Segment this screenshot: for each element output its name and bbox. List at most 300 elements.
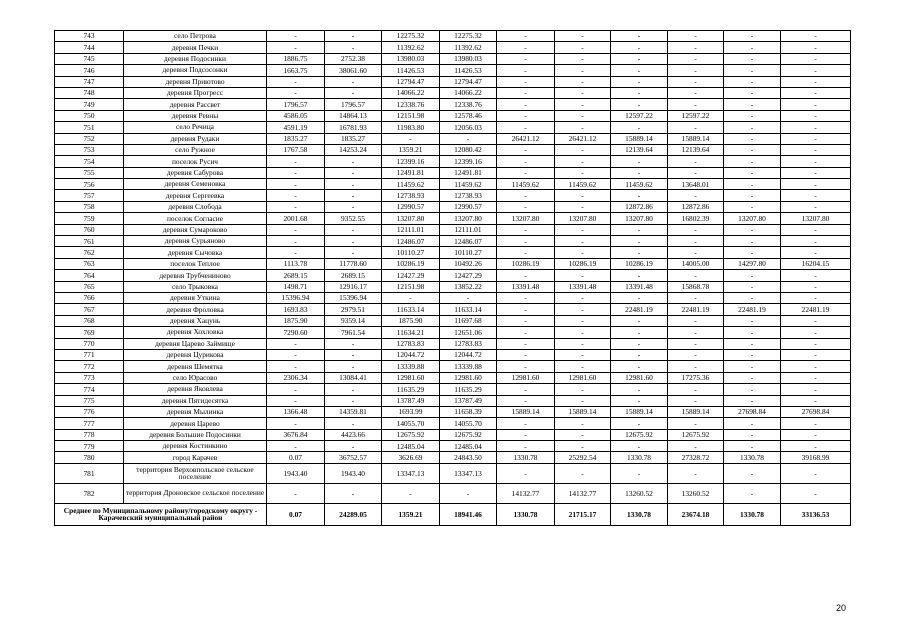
value-cell: - [555,361,611,372]
table-row [55,270,851,281]
value-cell: 10110.27 [440,247,497,258]
settlement-name-cell: деревня Костинкино [124,441,267,452]
value-cell: - [325,156,382,167]
value-cell: - [267,201,325,212]
value-cell: 2306.34 [267,372,325,383]
value-cell: 13852.22 [440,281,497,292]
table-row [55,281,851,292]
table-row [55,76,851,87]
value-cell: - [497,76,555,87]
value-cell: 14297.80 [724,258,781,269]
value-cell: 12578.46 [440,110,497,121]
value-cell: 38061.60 [325,65,382,76]
value-cell: - [781,133,851,144]
value-cell: - [781,42,851,53]
value-cell: 11778.60 [325,258,382,269]
value-cell: - [497,42,555,53]
value-cell: 12275.32 [382,31,440,42]
value-cell: 13648.01 [668,179,724,190]
value-cell: - [724,247,781,258]
tariff-table [54,30,851,526]
value-cell: 12427.29 [440,270,497,281]
value-cell: 12981.60 [611,372,668,383]
value-cell: - [611,361,668,372]
row-number-cell: 769 [55,327,124,338]
value-cell: - [668,270,724,281]
value-cell: 22481.19 [668,304,724,315]
value-cell: 10286.19 [611,258,668,269]
settlement-name-cell: село Ружное [124,144,267,155]
row-number-cell: 763 [55,258,124,269]
value-cell: 11459.62 [611,179,668,190]
value-cell: 15889.14 [497,406,555,417]
value-cell: - [781,338,851,349]
settlement-name-cell: поселок Теплое [124,258,267,269]
value-cell: - [497,167,555,178]
value-cell: 13339.88 [440,361,497,372]
table-row [55,224,851,235]
value-cell: - [781,99,851,110]
value-cell: - [611,224,668,235]
value-cell: 1330.78 [611,452,668,463]
table-row [55,304,851,315]
row-number-cell: 755 [55,167,124,178]
value-cell: 11459.62 [440,179,497,190]
value-cell: 9359.14 [325,315,382,326]
summary-value-cell: 1330.78 [724,503,781,525]
value-cell: - [668,53,724,64]
value-cell: - [781,361,851,372]
summary-value-cell: 21715.17 [555,503,611,525]
row-number-cell: 776 [55,406,124,417]
value-cell: 1767.58 [267,144,325,155]
value-cell: - [668,338,724,349]
value-cell: 26421.12 [497,133,555,144]
value-cell: 10492.26 [440,258,497,269]
row-number-cell: 762 [55,247,124,258]
value-cell: 1113.78 [267,258,325,269]
value-cell: - [668,441,724,452]
value-cell: - [497,247,555,258]
settlement-name-cell: деревня Хохловка [124,327,267,338]
value-cell: 10286.19 [555,258,611,269]
table-row [55,338,851,349]
value-cell: - [724,270,781,281]
value-cell: - [724,65,781,76]
value-cell: 13339.88 [382,361,440,372]
value-cell: 12044.72 [382,349,440,360]
value-cell: - [781,441,851,452]
value-cell: - [781,236,851,247]
value-cell: 1835.27 [267,133,325,144]
value-cell: 10286.19 [382,258,440,269]
value-cell: - [781,281,851,292]
value-cell: 14132.77 [497,483,555,503]
value-cell: - [724,327,781,338]
settlement-name-cell: село Петрова [124,31,267,42]
value-cell: 12597.22 [668,110,724,121]
table-row [55,190,851,201]
value-cell: 13084.41 [325,372,382,383]
value-cell: - [497,190,555,201]
value-cell: 12990.57 [382,201,440,212]
row-number-cell: 774 [55,384,124,395]
table-row [55,247,851,258]
table-row [55,384,851,395]
value-cell: - [668,42,724,53]
settlement-name-cell: деревня Подсосонки [124,65,267,76]
value-cell: 14055.70 [440,418,497,429]
value-cell: 12794.47 [440,76,497,87]
value-cell: 12872.86 [668,201,724,212]
value-cell: 12783.83 [440,338,497,349]
value-cell: - [668,395,724,406]
settlement-name-cell: территория Верховпольское сельское поселение [124,463,267,483]
summary-value-cell: 23674.18 [668,503,724,525]
value-cell: 13391.48 [497,281,555,292]
value-cell: 13787.49 [440,395,497,406]
value-cell: - [611,122,668,133]
value-cell: - [668,418,724,429]
row-number-cell: 756 [55,179,124,190]
value-cell: - [724,361,781,372]
value-cell: 11633.14 [382,304,440,315]
value-cell: - [668,463,724,483]
table-row [55,315,851,326]
row-number-cell: 759 [55,213,124,224]
settlement-name-cell: деревня Цурикова [124,349,267,360]
value-cell: - [497,315,555,326]
value-cell: 14066.22 [440,87,497,98]
value-cell: - [781,122,851,133]
value-cell: - [668,327,724,338]
value-cell: - [325,338,382,349]
value-cell: 10110.27 [382,247,440,258]
value-cell: - [325,361,382,372]
value-cell: 1796.57 [325,99,382,110]
value-cell: - [668,122,724,133]
value-cell: - [267,236,325,247]
value-cell: 12981.60 [382,372,440,383]
value-cell: - [724,349,781,360]
value-cell: - [497,327,555,338]
settlement-name-cell: село Речица [124,122,267,133]
summary-value-cell: 1330.78 [611,503,668,525]
value-cell: 13207.80 [382,213,440,224]
value-cell: - [497,338,555,349]
settlement-name-cell: деревня Сумароково [124,224,267,235]
value-cell: - [555,395,611,406]
value-cell: - [668,384,724,395]
value-cell: - [555,87,611,98]
value-cell: 2689.15 [325,270,382,281]
value-cell: - [724,372,781,383]
value-cell: - [325,179,382,190]
value-cell: - [497,361,555,372]
value-cell: - [724,42,781,53]
value-cell: 7961.54 [325,327,382,338]
value-cell: - [781,144,851,155]
value-cell: - [267,190,325,201]
value-cell: - [724,167,781,178]
value-cell: 15889.14 [668,406,724,417]
value-cell: - [668,65,724,76]
table-row [55,31,851,42]
value-cell: 13347.13 [440,463,497,483]
row-number-cell: 779 [55,441,124,452]
row-number-cell: 760 [55,224,124,235]
row-number-cell: 753 [55,144,124,155]
value-cell: - [781,247,851,258]
value-cell: 15396.94 [325,292,382,303]
value-cell: - [325,395,382,406]
value-cell: - [668,76,724,87]
value-cell: - [497,236,555,247]
value-cell: - [611,338,668,349]
row-number-cell: 768 [55,315,124,326]
value-cell: - [724,441,781,452]
value-cell: - [781,190,851,201]
value-cell: - [382,133,440,144]
value-cell: 13207.80 [724,213,781,224]
value-cell: - [724,463,781,483]
value-cell: 12151.98 [382,281,440,292]
value-cell: 12491.81 [382,167,440,178]
value-cell: - [724,236,781,247]
value-cell: - [497,349,555,360]
value-cell: 1875.90 [382,315,440,326]
settlement-name-cell: село Юрасово [124,372,267,383]
value-cell: - [724,384,781,395]
value-cell: 13787.49 [382,395,440,406]
value-cell: 13980.03 [382,53,440,64]
value-cell: 17275.36 [668,372,724,383]
row-number-cell: 765 [55,281,124,292]
value-cell: - [555,292,611,303]
summary-value-cell: 0.07 [267,503,325,525]
value-cell: - [267,42,325,53]
value-cell: 1330.78 [724,452,781,463]
settlement-name-cell: деревня Слобода [124,201,267,212]
value-cell: 27328.72 [668,452,724,463]
table-row [55,213,851,224]
value-cell: 15396.94 [267,292,325,303]
value-cell: - [267,418,325,429]
value-cell: 12151.98 [382,110,440,121]
value-cell: 15889.14 [611,406,668,417]
value-cell: 12486.07 [382,236,440,247]
value-cell: - [267,31,325,42]
table-row [55,156,851,167]
value-cell: - [724,483,781,503]
value-cell: 13207.80 [555,213,611,224]
value-cell: - [668,361,724,372]
settlement-name-cell: деревня Семеновка [124,179,267,190]
value-cell: 4423.66 [325,429,382,440]
row-number-cell: 743 [55,31,124,42]
table-row [55,292,851,303]
table-row [55,452,851,463]
value-cell: - [325,31,382,42]
value-cell: - [668,31,724,42]
value-cell: - [668,156,724,167]
value-cell: 36752.57 [325,452,382,463]
value-cell: - [555,110,611,121]
value-cell: 12981.60 [497,372,555,383]
settlement-name-cell: село Трыковка [124,281,267,292]
value-cell: - [724,395,781,406]
value-cell: - [497,463,555,483]
value-cell: - [267,441,325,452]
value-cell: - [611,156,668,167]
value-cell: 27698.84 [724,406,781,417]
value-cell: 3676.84 [267,429,325,440]
value-cell: 13207.80 [611,213,668,224]
value-cell: - [781,87,851,98]
value-cell: - [555,190,611,201]
value-cell: 11697.68 [440,315,497,326]
settlement-name-cell: поселок Согласие [124,213,267,224]
value-cell: - [611,190,668,201]
row-number-cell: 770 [55,338,124,349]
value-cell: - [325,76,382,87]
value-cell: 14253.24 [325,144,382,155]
value-cell: - [440,292,497,303]
value-cell: - [555,65,611,76]
value-cell: - [497,144,555,155]
value-cell: 24843.50 [440,452,497,463]
table-row [55,201,851,212]
value-cell: - [555,42,611,53]
value-cell: 13207.80 [440,213,497,224]
value-cell: - [724,122,781,133]
value-cell: 7290.60 [267,327,325,338]
settlement-name-cell: деревня Мылинка [124,406,267,417]
settlement-name-cell: деревня Прогресс [124,87,267,98]
value-cell: 11426.53 [382,65,440,76]
value-cell: 25292.54 [555,452,611,463]
value-cell: - [668,87,724,98]
value-cell: - [724,99,781,110]
table-row [55,361,851,372]
settlement-name-cell: деревня Сычовка [124,247,267,258]
value-cell: 11983.80 [382,122,440,133]
value-cell: 1498.71 [267,281,325,292]
value-cell: - [325,349,382,360]
value-cell: 12044.72 [440,349,497,360]
row-number-cell: 752 [55,133,124,144]
row-number-cell: 771 [55,349,124,360]
value-cell: - [555,156,611,167]
value-cell: - [781,270,851,281]
value-cell: - [611,327,668,338]
summary-value-cell: 1330.78 [497,503,555,525]
value-cell: - [611,270,668,281]
row-number-cell: 777 [55,418,124,429]
value-cell: - [668,99,724,110]
value-cell: 27698.84 [781,406,851,417]
value-cell: 10286.19 [497,258,555,269]
value-cell: - [611,315,668,326]
row-number-cell: 746 [55,65,124,76]
table-row [55,65,851,76]
value-cell: - [724,31,781,42]
value-cell: 13980.03 [440,53,497,64]
value-cell: 11635.29 [382,384,440,395]
value-cell: - [611,42,668,53]
value-cell: 12139.64 [668,144,724,155]
value-cell: - [267,483,325,503]
table-row [55,349,851,360]
value-cell: - [611,349,668,360]
value-cell: - [267,247,325,258]
value-cell: - [267,76,325,87]
value-cell: - [267,395,325,406]
value-cell: - [724,224,781,235]
row-number-cell: 766 [55,292,124,303]
value-cell: - [325,224,382,235]
row-number-cell: 772 [55,361,124,372]
value-cell: - [555,122,611,133]
value-cell: - [325,42,382,53]
value-cell: 9352.55 [325,213,382,224]
value-cell: - [555,224,611,235]
row-number-cell: 749 [55,99,124,110]
value-cell: 12916.17 [325,281,382,292]
value-cell: - [382,292,440,303]
value-cell: - [325,441,382,452]
value-cell: - [440,133,497,144]
settlement-name-cell: деревня Подосинки [124,53,267,64]
value-cell: - [724,133,781,144]
value-cell: - [555,99,611,110]
value-cell: - [555,201,611,212]
value-cell: - [267,179,325,190]
value-cell: - [555,270,611,281]
value-cell: 14066.22 [382,87,440,98]
value-cell: - [325,384,382,395]
value-cell: - [497,122,555,133]
settlement-name-cell: деревня Рассвет [124,99,267,110]
value-cell: - [781,395,851,406]
value-cell: 12491.81 [440,167,497,178]
row-number-cell: 751 [55,122,124,133]
settlement-name-cell: деревня Уткина [124,292,267,303]
settlement-name-cell: деревня Печки [124,42,267,53]
value-cell: 13207.80 [781,213,851,224]
row-number-cell: 773 [55,372,124,383]
value-cell: 14005.00 [668,258,724,269]
value-cell: - [555,304,611,315]
value-cell: - [611,384,668,395]
value-cell: - [497,99,555,110]
value-cell: - [724,281,781,292]
table-row [55,429,851,440]
value-cell: 11635.29 [440,384,497,395]
value-cell: - [781,384,851,395]
value-cell: 16802.39 [668,213,724,224]
row-number-cell: 767 [55,304,124,315]
value-cell: - [781,315,851,326]
value-cell: - [555,429,611,440]
summary-row [55,503,851,525]
row-number-cell: 761 [55,236,124,247]
value-cell: - [555,315,611,326]
value-cell: - [497,292,555,303]
value-cell: 2979.51 [325,304,382,315]
table-row [55,258,851,269]
value-cell: - [781,156,851,167]
